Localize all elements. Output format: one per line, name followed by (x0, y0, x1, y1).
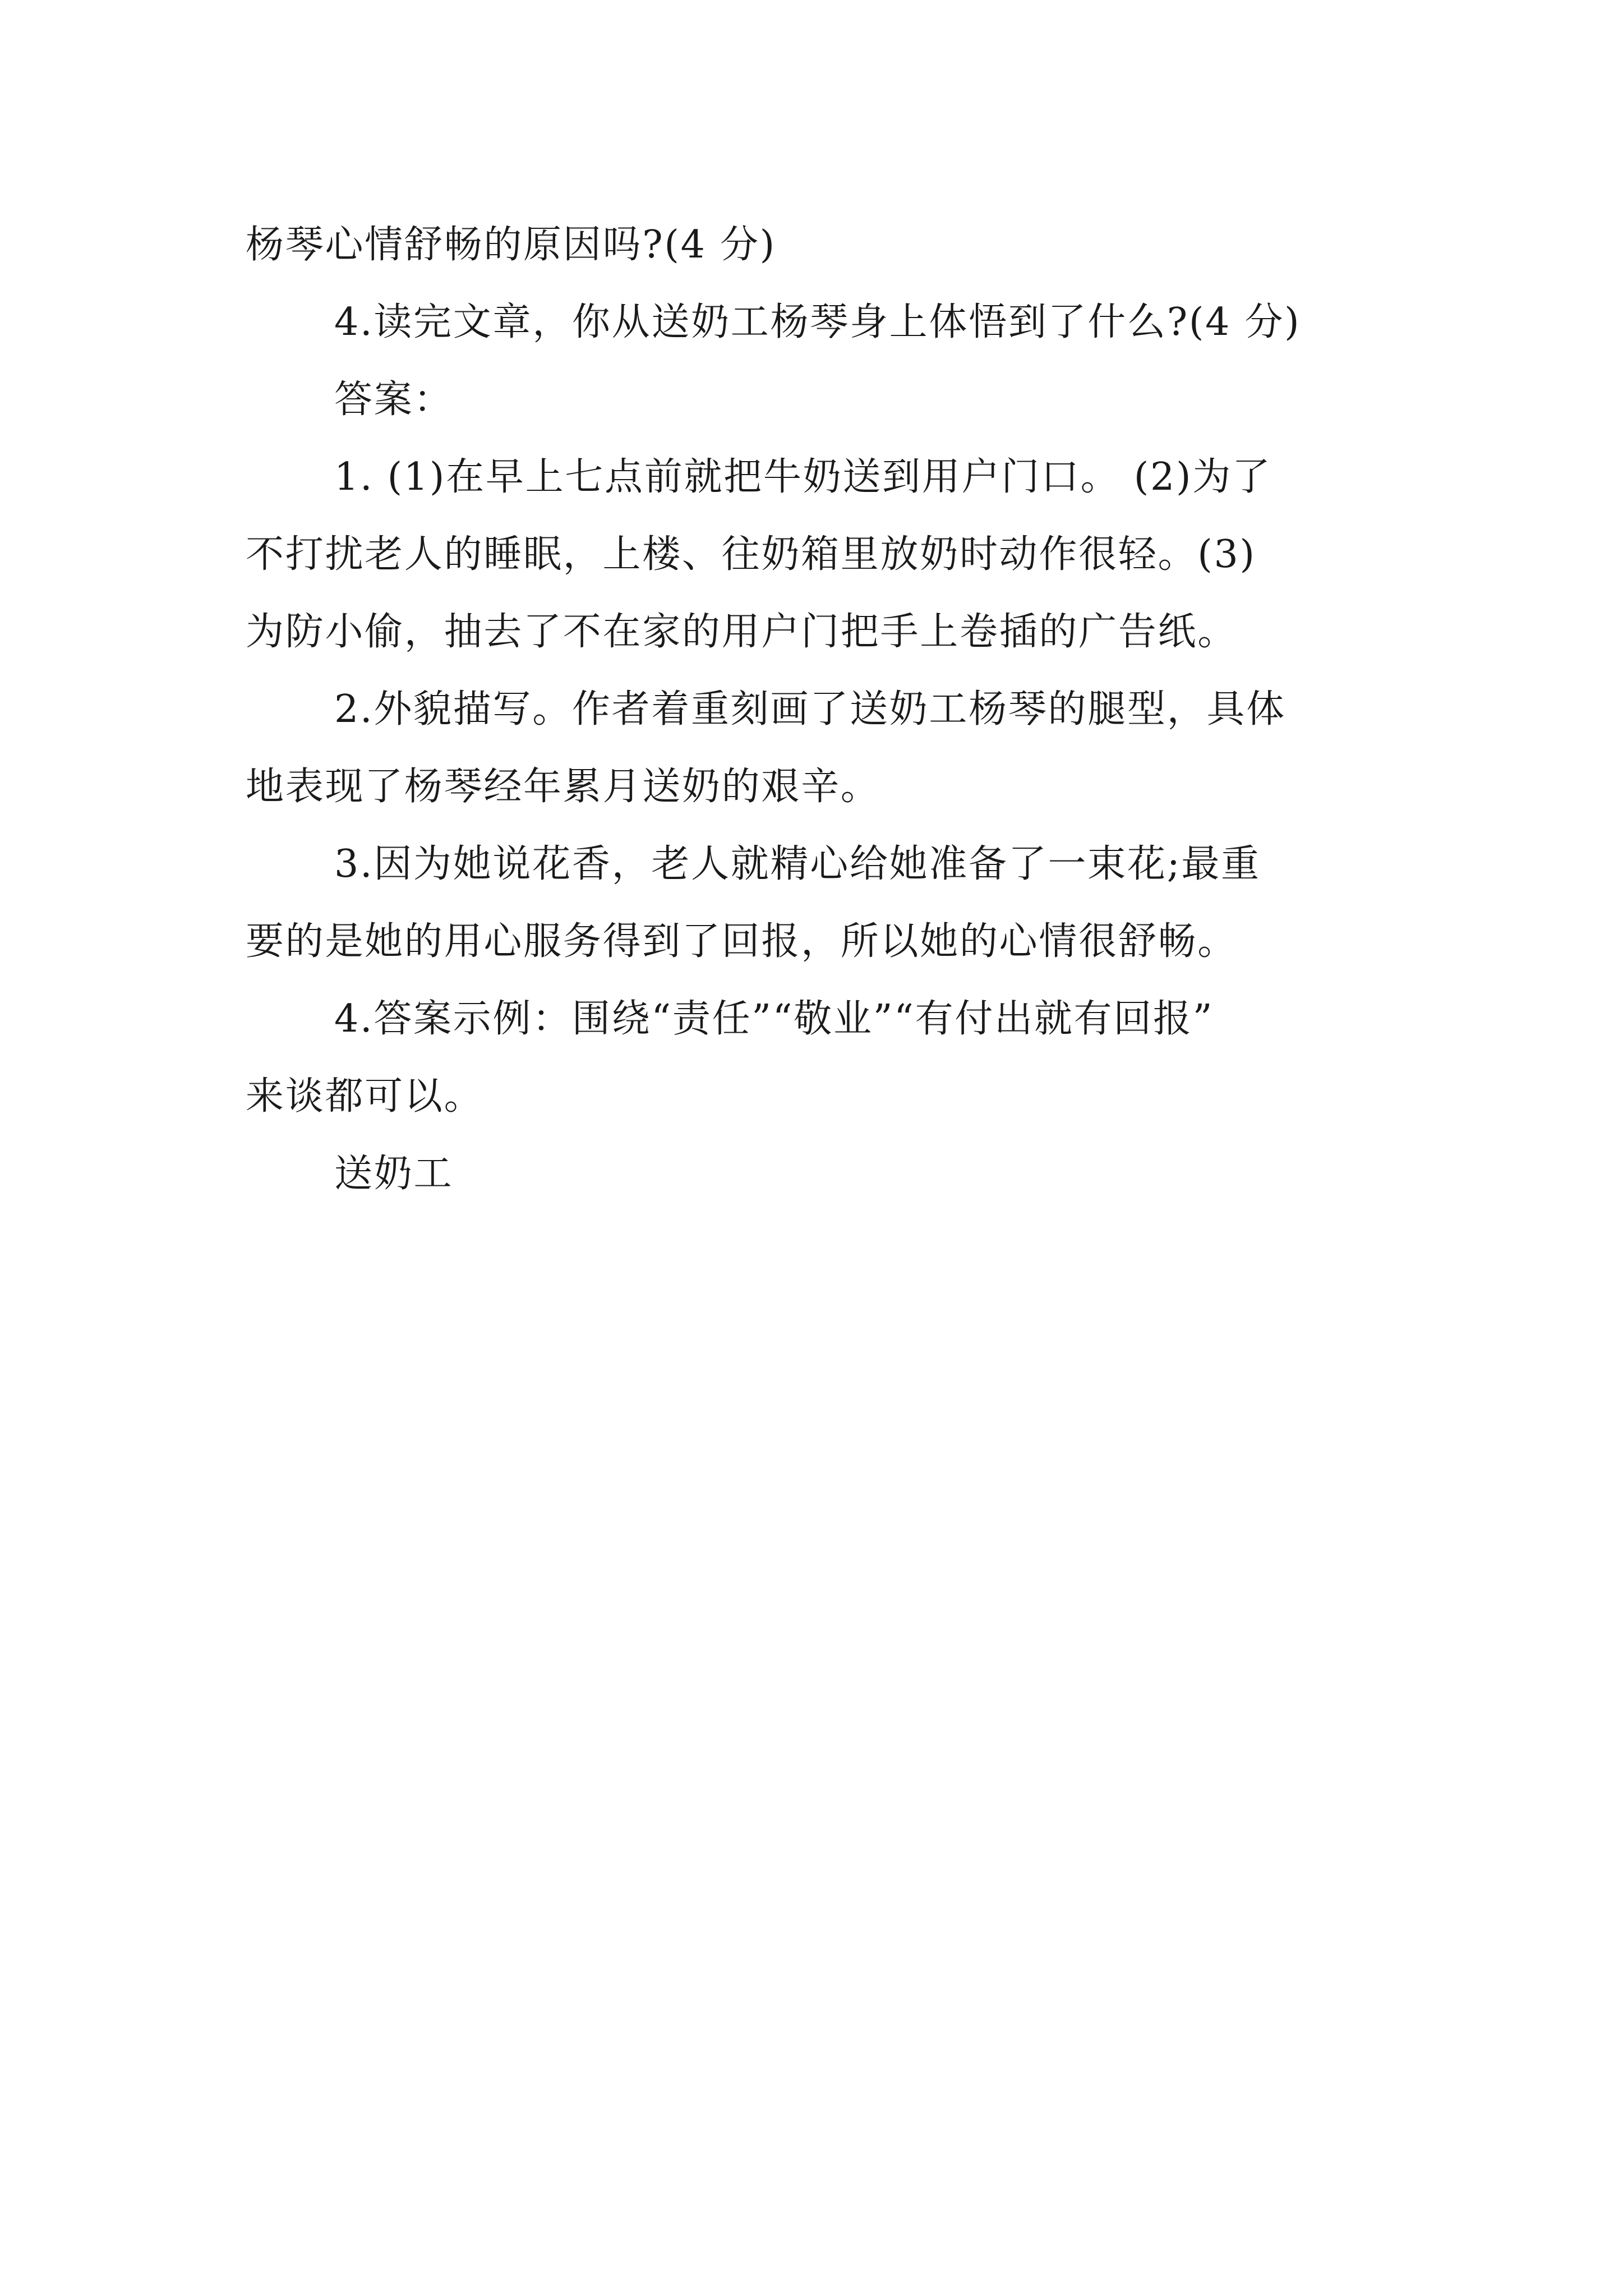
paragraph-answer-4 (246, 981, 1412, 1135)
paragraph-answer-1 (246, 439, 1412, 671)
paragraph-next-title (246, 1135, 1412, 1213)
text-line: 不打扰老人的睡眠，上楼、往奶箱里放奶时动作很轻。(3) (246, 532, 1256, 577)
text-line: 来谈都可以。 (246, 1074, 484, 1119)
text-line: 送奶工 (334, 1152, 454, 1196)
text-line: 4.读完文章，你从送奶工杨琴身上体悟到了什么?(4 分) (334, 300, 1301, 344)
text-line: 答案： (334, 378, 454, 422)
text-line: 3.因为她说花香，老人就精心给她准备了一束花;最重 (334, 842, 1261, 886)
text-line: 4.答案示例：围绕“责任”“敬业”“有付出就有回报” (334, 997, 1214, 1041)
paragraph-answer-2 (246, 671, 1412, 826)
text-line: 2.外貌描写。作者着重刻画了送奶工杨琴的腿型，具体 (334, 687, 1286, 731)
text-line: 为防小偷，抽去了不在家的用户门把手上卷插的广告纸。 (246, 610, 1238, 654)
text-line: 杨琴心情舒畅的原因吗?(4 分) (246, 223, 776, 267)
paragraph-answer-3 (246, 826, 1412, 981)
document-body (246, 206, 1412, 1213)
text-line: 要的是她的用心服务得到了回报，所以她的心情很舒畅。 (246, 919, 1238, 964)
text-line: 1. (1)在早上七点前就把牛奶送到用户门口。 (2)为了 (334, 455, 1272, 499)
text-line: 地表现了杨琴经年累月送奶的艰辛。 (246, 765, 880, 809)
paragraph-question-3-tail (246, 206, 1412, 284)
paragraph-question-4 (246, 284, 1412, 361)
paragraph-answer-heading (246, 361, 1412, 439)
